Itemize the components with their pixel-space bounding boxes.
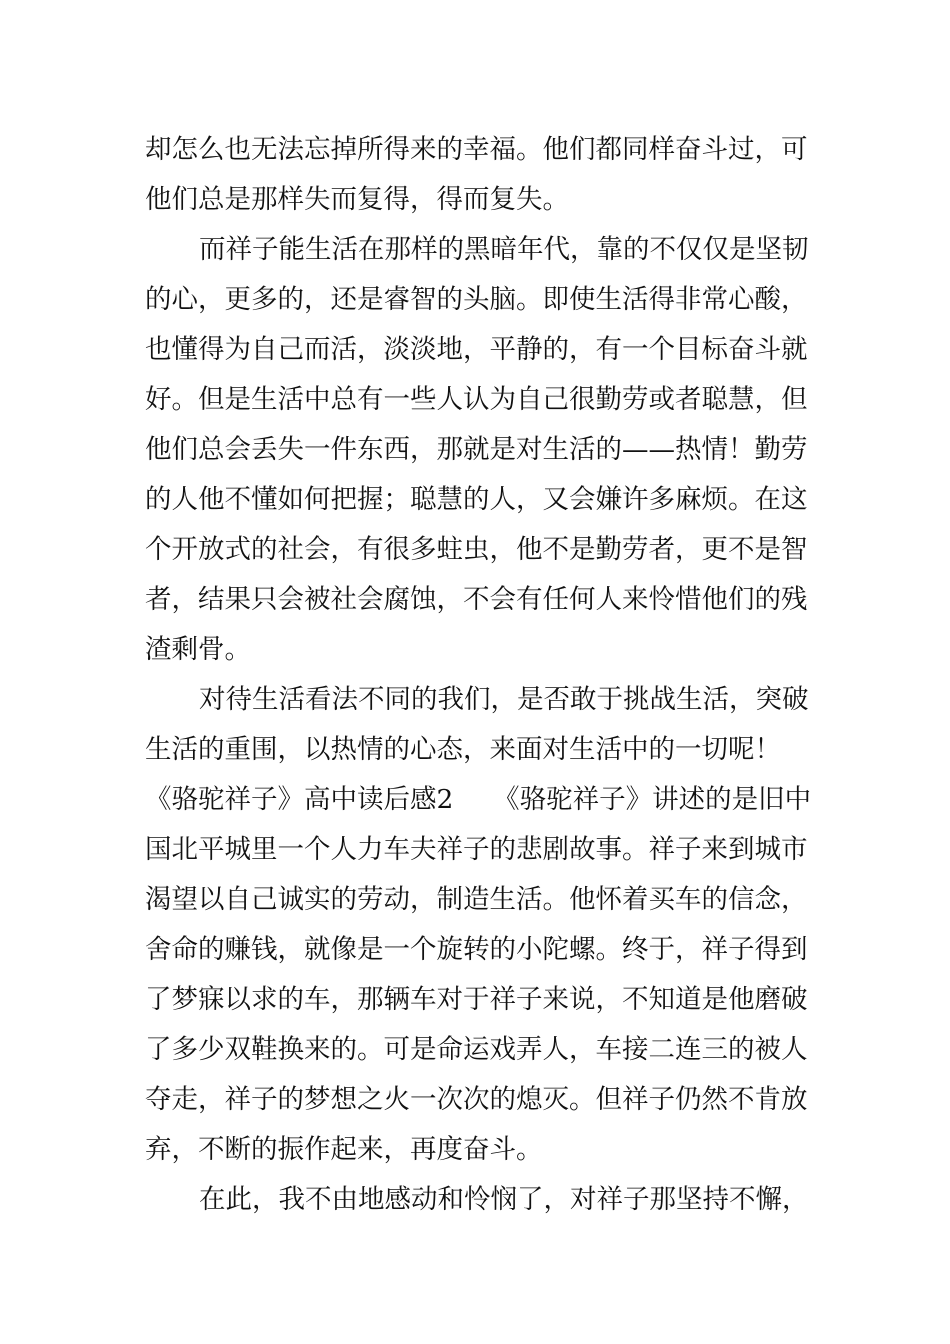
paragraph-first-line: 而祥子能生活在那样的黑暗年代，靠的不仅仅是坚韧 xyxy=(199,234,809,265)
paragraph-first-line: 在此，我不由地感动和怜悯了，对祥子那坚持不懈， xyxy=(199,1184,809,1215)
text-line: 了梦寐以求的车，那辆车对于祥子来说，不知道是他磨破 xyxy=(145,984,808,1015)
text-line: 的人他不懂如何把握；聪慧的人，又会嫌许多麻烦。在这 xyxy=(145,484,808,515)
text-line: 他们总会丢失一件东西，那就是对生活的——热情！勤劳 xyxy=(145,434,808,465)
text-line: 却怎么也无法忘掉所得来的幸福。他们都同样奋斗过，可 xyxy=(145,134,808,165)
text-line: 夺走，祥子的梦想之火一次次的熄灭。但祥子仍然不肯放 xyxy=(145,1084,808,1115)
text-line: 舍命的赚钱，就像是一个旋转的小陀螺。终于，祥子得到 xyxy=(145,934,808,965)
text-line: 他们总是那样失而复得，得而复失。 xyxy=(145,184,569,215)
text-line: 的心，更多的，还是睿智的头脑。即使生活得非常心酸， xyxy=(145,284,808,315)
text-line: 国北平城里一个人力车夫祥子的悲剧故事。祥子来到城市 xyxy=(145,834,808,865)
text-line: 渴望以自己诚实的劳动，制造生活。他怀着买车的信念， xyxy=(145,884,808,915)
section-title-line: 《骆驼祥子》高中读后感2 《骆驼祥子》讲述的是旧中 xyxy=(145,784,812,815)
paragraph-first-line: 对待生活看法不同的我们，是否敢于挑战生活，突破 xyxy=(199,684,809,715)
text-line: 者，结果只会被社会腐蚀，不会有任何人来怜惜他们的残 xyxy=(145,584,808,615)
text-line: 也懂得为自己而活，淡淡地，平静的，有一个目标奋斗就 xyxy=(145,334,808,365)
text-line: 渣剩骨。 xyxy=(145,634,251,665)
text-line: 弃，不断的振作起来，再度奋斗。 xyxy=(145,1134,543,1165)
text-line: 个开放式的社会，有很多蛀虫，他不是勤劳者，更不是智 xyxy=(145,534,808,565)
text-line: 生活的重围，以热情的心态，来面对生活中的一切呢！ xyxy=(145,734,781,765)
text-line: 好。但是生活中总有一些人认为自己很勤劳或者聪慧，但 xyxy=(145,384,808,415)
text-line: 了多少双鞋换来的。可是命运戏弄人，车接二连三的被人 xyxy=(145,1034,808,1065)
